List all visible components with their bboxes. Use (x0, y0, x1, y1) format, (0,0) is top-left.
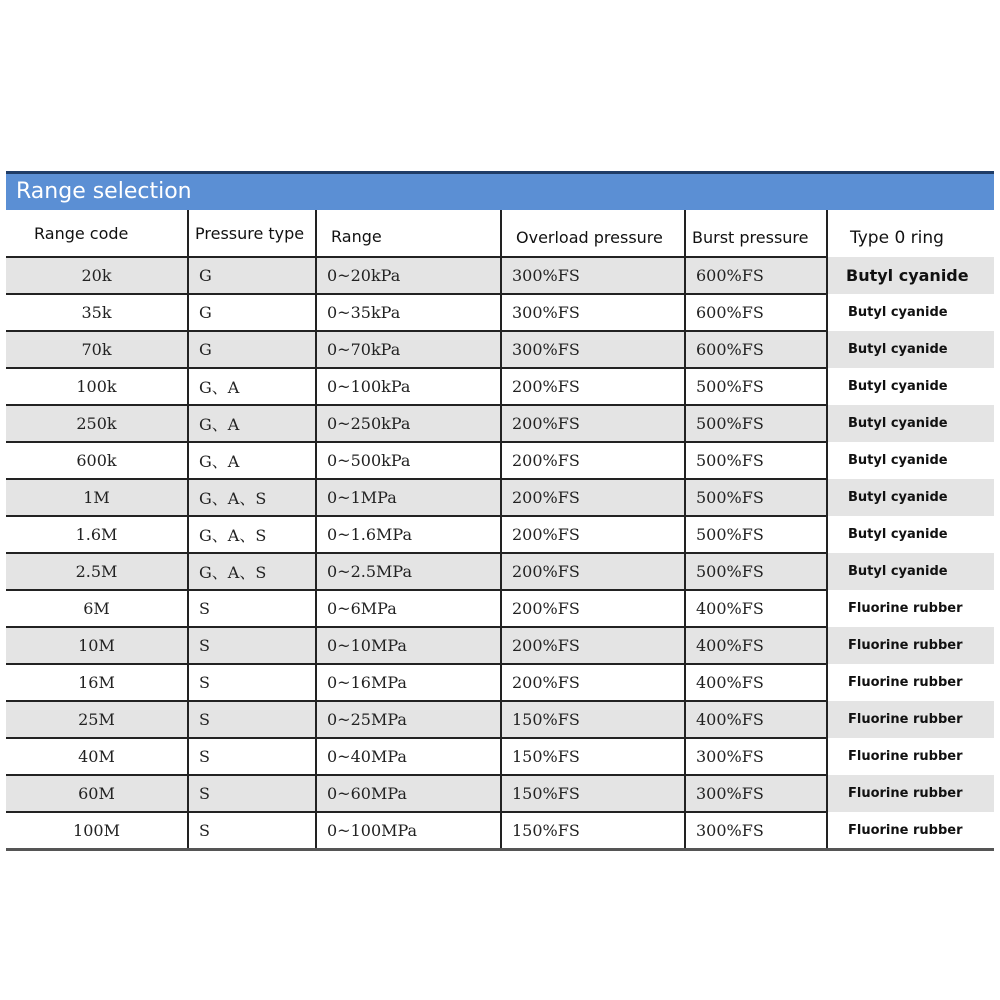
range-cell: 0~1MPa (316, 479, 501, 516)
range-cell: 0~500kPa (316, 442, 501, 479)
overload-pressure-cell: 150%FS (501, 701, 685, 738)
overload-pressure-cell: 200%FS (501, 442, 685, 479)
overload-pressure-cell: 300%FS (501, 331, 685, 368)
burst-pressure-cell: 400%FS (685, 627, 827, 664)
range-code-cell: 20k (6, 257, 188, 294)
pressure-type-cell: S (188, 701, 316, 738)
range-code-cell: 25M (6, 701, 188, 738)
overload-pressure-cell: 300%FS (501, 294, 685, 331)
header-range: Range (316, 210, 501, 257)
burst-pressure-cell: 600%FS (685, 331, 827, 368)
burst-pressure-cell: 500%FS (685, 368, 827, 405)
table-row (6, 442, 994, 479)
table-row (6, 479, 994, 516)
header-type-o-ring: Type 0 ring (827, 210, 994, 257)
range-cell: 0~40MPa (316, 738, 501, 775)
range-cell: 0~70kPa (316, 331, 501, 368)
pressure-type-cell: G、A、S (188, 516, 316, 553)
table-row (6, 331, 994, 368)
table-row (6, 553, 994, 590)
pressure-type-cell: G、A (188, 368, 316, 405)
burst-pressure-cell: 500%FS (685, 405, 827, 442)
range-cell: 0~25MPa (316, 701, 501, 738)
header-burst-pressure: Burst pressure (685, 210, 827, 257)
overload-pressure-cell: 200%FS (501, 405, 685, 442)
burst-pressure-cell: 300%FS (685, 738, 827, 775)
range-code-cell: 1.6M (6, 516, 188, 553)
range-cell: 0~6MPa (316, 590, 501, 627)
overload-pressure-cell: 300%FS (501, 257, 685, 294)
burst-pressure-cell: 400%FS (685, 664, 827, 701)
pressure-type-cell: G (188, 257, 316, 294)
table-row (6, 516, 994, 553)
pressure-type-cell: G、A (188, 405, 316, 442)
o-ring-cell: Fluorine rubber (827, 738, 994, 775)
pressure-type-cell: S (188, 812, 316, 850)
table-row (6, 257, 994, 294)
range-cell: 0~16MPa (316, 664, 501, 701)
o-ring-cell: Butyl cyanide (827, 257, 994, 294)
table-row (6, 368, 994, 405)
table-row (6, 812, 994, 850)
burst-pressure-cell: 300%FS (685, 812, 827, 850)
overload-pressure-cell: 200%FS (501, 479, 685, 516)
table-row (6, 701, 994, 738)
burst-pressure-cell: 600%FS (685, 257, 827, 294)
overload-pressure-cell: 200%FS (501, 553, 685, 590)
range-selection-table (6, 210, 994, 851)
burst-pressure-cell: 300%FS (685, 775, 827, 812)
pressure-type-cell: S (188, 738, 316, 775)
range-cell: 0~2.5MPa (316, 553, 501, 590)
overload-pressure-cell: 200%FS (501, 627, 685, 664)
o-ring-cell: Butyl cyanide (827, 405, 994, 442)
table-row (6, 405, 994, 442)
range-cell: 0~60MPa (316, 775, 501, 812)
overload-pressure-cell: 200%FS (501, 368, 685, 405)
pressure-type-cell: G (188, 331, 316, 368)
overload-pressure-cell: 200%FS (501, 516, 685, 553)
overload-pressure-cell: 150%FS (501, 738, 685, 775)
burst-pressure-cell: 500%FS (685, 479, 827, 516)
o-ring-cell: Butyl cyanide (827, 368, 994, 405)
range-cell: 0~250kPa (316, 405, 501, 442)
burst-pressure-cell: 500%FS (685, 553, 827, 590)
range-code-cell: 100M (6, 812, 188, 850)
pressure-type-cell: G (188, 294, 316, 331)
pressure-type-cell: S (188, 664, 316, 701)
table-row (6, 664, 994, 701)
range-cell: 0~20kPa (316, 257, 501, 294)
o-ring-cell: Butyl cyanide (827, 442, 994, 479)
range-code-cell: 6M (6, 590, 188, 627)
o-ring-cell: Butyl cyanide (827, 553, 994, 590)
burst-pressure-cell: 500%FS (685, 442, 827, 479)
burst-pressure-cell: 600%FS (685, 294, 827, 331)
overload-pressure-cell: 200%FS (501, 664, 685, 701)
o-ring-cell: Fluorine rubber (827, 590, 994, 627)
overload-pressure-cell: 150%FS (501, 812, 685, 850)
range-cell: 0~1.6MPa (316, 516, 501, 553)
o-ring-cell: Butyl cyanide (827, 331, 994, 368)
table-row (6, 738, 994, 775)
o-ring-cell: Fluorine rubber (827, 775, 994, 812)
range-code-cell: 10M (6, 627, 188, 664)
table-row (6, 627, 994, 664)
range-code-cell: 40M (6, 738, 188, 775)
o-ring-cell: Fluorine rubber (827, 812, 994, 850)
pressure-type-cell: G、A (188, 442, 316, 479)
range-code-cell: 100k (6, 368, 188, 405)
range-code-cell: 16M (6, 664, 188, 701)
overload-pressure-cell: 200%FS (501, 590, 685, 627)
table-row (6, 590, 994, 627)
o-ring-cell: Fluorine rubber (827, 701, 994, 738)
range-cell: 0~10MPa (316, 627, 501, 664)
table-title: Range selection (6, 174, 994, 210)
pressure-type-cell: G、A、S (188, 479, 316, 516)
range-code-cell: 1M (6, 479, 188, 516)
pressure-type-cell: S (188, 590, 316, 627)
o-ring-cell: Butyl cyanide (827, 479, 994, 516)
range-code-cell: 600k (6, 442, 188, 479)
range-code-cell: 35k (6, 294, 188, 331)
o-ring-cell: Butyl cyanide (827, 516, 994, 553)
overload-pressure-cell: 150%FS (501, 775, 685, 812)
range-code-cell: 250k (6, 405, 188, 442)
range-cell: 0~35kPa (316, 294, 501, 331)
burst-pressure-cell: 500%FS (685, 516, 827, 553)
o-ring-cell: Butyl cyanide (827, 294, 994, 331)
table-body (6, 257, 994, 850)
o-ring-cell: Fluorine rubber (827, 664, 994, 701)
pressure-type-cell: S (188, 627, 316, 664)
range-code-cell: 70k (6, 331, 188, 368)
burst-pressure-cell: 400%FS (685, 590, 827, 627)
header-overload-pressure: Overload pressure (501, 210, 685, 257)
table-row (6, 775, 994, 812)
header-row (6, 210, 994, 257)
range-code-cell: 2.5M (6, 553, 188, 590)
pressure-type-cell: G、A、S (188, 553, 316, 590)
table-row (6, 294, 994, 331)
range-cell: 0~100kPa (316, 368, 501, 405)
pressure-type-cell: S (188, 775, 316, 812)
burst-pressure-cell: 400%FS (685, 701, 827, 738)
range-cell: 0~100MPa (316, 812, 501, 850)
range-code-cell: 60M (6, 775, 188, 812)
header-pressure-type: Pressure type (188, 210, 316, 257)
header-range-code: Range code (6, 210, 188, 257)
o-ring-cell: Fluorine rubber (827, 627, 994, 664)
